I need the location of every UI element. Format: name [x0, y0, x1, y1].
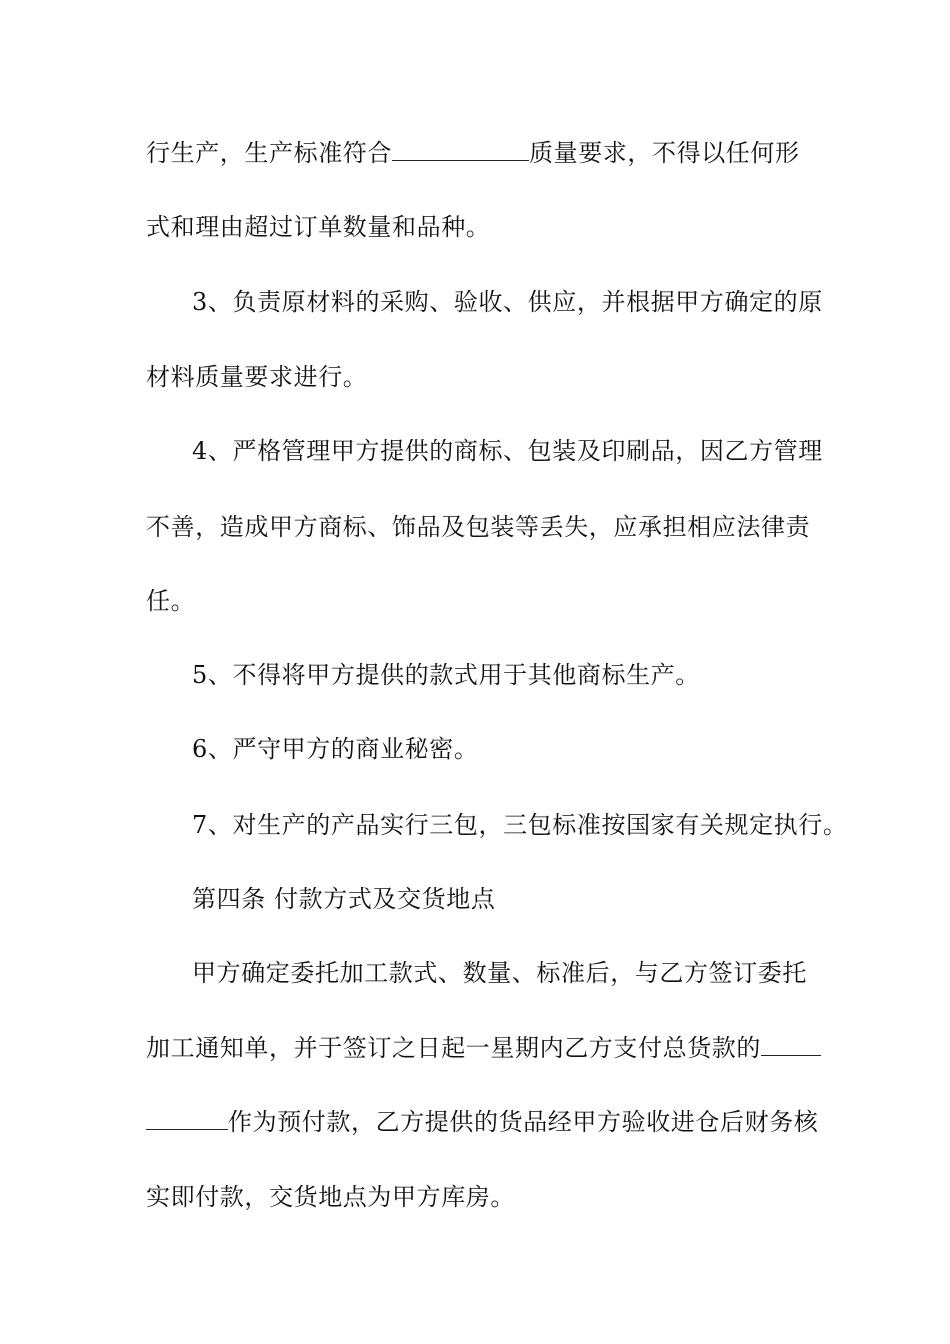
clause-4-line-1 — [192, 436, 872, 466]
paragraph-line-2 — [146, 212, 826, 242]
heading-text: 第四条 付款方式及交货地点 — [192, 885, 496, 913]
fill-in-blank-1 — [392, 138, 529, 161]
clause-4-line-2 — [146, 512, 826, 542]
line-text: 6、严守甲方的商业秘密。 — [192, 735, 479, 763]
line-text: 作为预付款，乙方提供的货品经甲方验收进仓后财务核 — [228, 1108, 819, 1136]
payment-paragraph-line-4 — [146, 1182, 826, 1212]
fill-in-blank-2 — [761, 1033, 821, 1056]
clause-4-line-3 — [146, 586, 826, 616]
line-text: 材料质量要求进行。 — [146, 363, 368, 391]
paragraph-line-1 — [146, 138, 826, 168]
section-heading-article-4 — [192, 884, 872, 914]
line-text: 甲方确定委托加工款式、数量、标准后，与乙方签订委托 — [192, 959, 807, 987]
line-text: 式和理由超过订单数量和品种。 — [146, 213, 491, 241]
clause-3-line-1 — [192, 287, 872, 317]
fill-in-blank-3 — [146, 1107, 228, 1130]
line-text: 任。 — [146, 587, 196, 615]
clause-6 — [192, 734, 872, 764]
line-text: 5、不得将甲方提供的款式用于其他商标生产。 — [192, 661, 700, 689]
clause-3-line-2 — [146, 362, 826, 392]
line-text: 加工通知单，并于签订之日起一星期内乙方支付总货款的 — [146, 1034, 761, 1062]
line-text: 不善，造成甲方商标、饰品及包装等丢失，应承担相应法律责 — [146, 513, 811, 541]
line-text: 质量要求，不得以任何形 — [529, 139, 800, 167]
clause-7 — [192, 810, 872, 840]
payment-paragraph-line-2 — [146, 1033, 826, 1063]
clause-5 — [192, 660, 872, 690]
payment-paragraph-line-3 — [146, 1107, 826, 1137]
payment-paragraph-line-1 — [192, 958, 872, 988]
line-text: 实即付款，交货地点为甲方库房。 — [146, 1183, 515, 1211]
line-text: 3、负责原材料的采购、验收、供应，并根据甲方确定的原 — [192, 288, 823, 316]
line-text: 4、严格管理甲方提供的商标、包装及印刷品，因乙方管理 — [192, 437, 823, 465]
line-text: 7、对生产的产品实行三包，三包标准按国家有关规定执行。 — [192, 811, 848, 839]
line-text: 行生产，生产标准符合 — [146, 139, 392, 167]
